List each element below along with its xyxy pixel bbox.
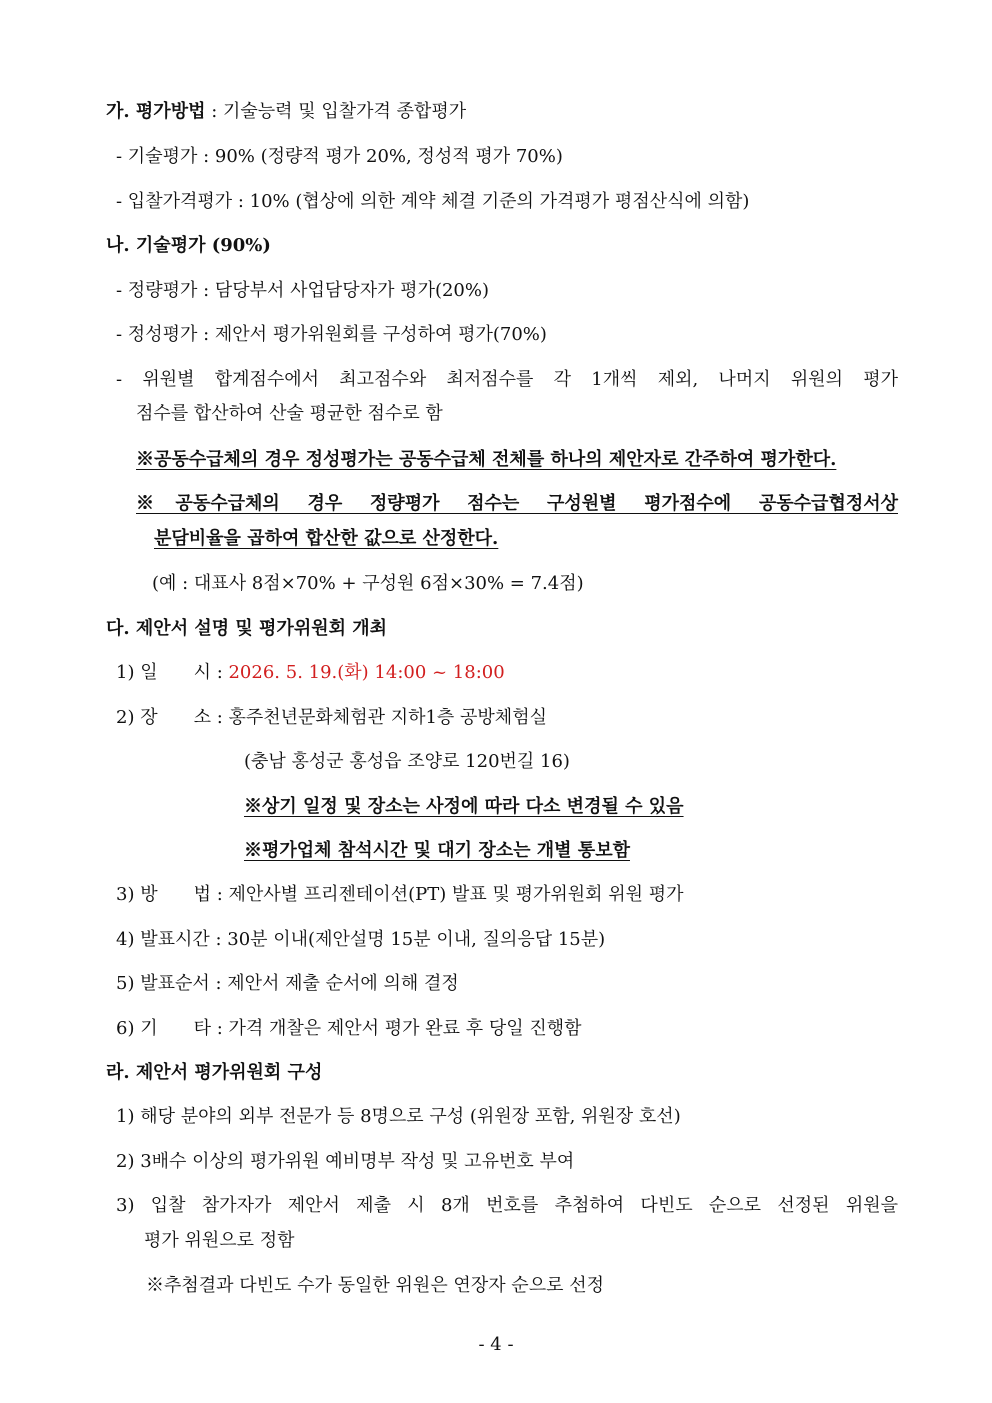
da-etc: 6) 기 타 : 가격 개찰은 제안서 평가 완료 후 당일 진행함 [116, 1018, 582, 1039]
ra-item-1: 1) 해당 분야의 외부 전문가 등 8명으로 구성 (위원장 포함, 위원장 호선) [116, 1106, 681, 1127]
ra-item-2: 2) 3배수 이상의 평가위원 예비명부 작성 및 고유번호 부여 [116, 1151, 575, 1172]
section-da-heading: 다. 제안서 설명 및 평가위원회 개최 [106, 618, 388, 639]
ra-note: ※추첨결과 다빈도 수가 동일한 위원은 연장자 순으로 선정 [146, 1275, 604, 1296]
da-note-notify: ※평가업체 참석시간 및 대기 장소는 개별 통보함 [244, 840, 630, 861]
da-note-change: ※상기 일정 및 장소는 사정에 따라 다소 변경될 수 있음 [244, 796, 684, 817]
section-na-heading: 나. 기술평가 (90%) [106, 235, 271, 256]
na-note-joint-quant: ※공동수급체의 경우 정량평가 점수는 구성원별 평가점수에 공동수급협정서상 [136, 493, 898, 514]
ga-item-tech: - 기술평가 : 90% (정량적 평가 20%, 정성적 평가 70%) [116, 146, 563, 167]
na-note-joint-quant-cont: 분담비율을 곱하여 합산한 값으로 산정한다. [154, 528, 499, 549]
da-place: 2) 장 소 : 홍주천년문화체험관 지하1층 공방체험실 [116, 707, 547, 728]
na-item-qual: - 정성평가 : 제안서 평가위원회를 구성하여 평가(70%) [116, 324, 547, 345]
da-address: (충남 홍성군 홍성읍 조양로 120번길 16) [244, 751, 570, 772]
section-ra-heading: 라. 제안서 평가위원회 구성 [106, 1062, 323, 1083]
page-number: - 4 - [478, 1334, 514, 1355]
na-item-scoring-cont: 점수를 합산하여 산술 평균한 점수로 함 [136, 403, 443, 424]
section-ga-title: 가. 평가방법 [106, 101, 206, 122]
da-time: 4) 발표시간 : 30분 이내(제안설명 15분 이내, 질의응답 15분) [116, 929, 606, 950]
da-method: 3) 방 법 : 제안사별 프리젠테이션(PT) 발표 및 평가위원회 위원 평가 [116, 884, 684, 905]
da-order: 5) 발표순서 : 제안서 제출 순서에 의해 결정 [116, 973, 459, 994]
na-item-quant: - 정량평가 : 담당부서 사업담당자가 평가(20%) [116, 280, 490, 301]
na-note-joint-qual: ※공동수급체의 경우 정성평가는 공동수급체 전체를 하나의 제안자로 간주하여 평가한다. [136, 449, 837, 470]
na-example: (예 : 대표사 8점×70% + 구성원 6점×30% = 7.4점) [152, 573, 584, 594]
da-date-value: 2026. 5. 19.(화) 14:00 ~ 18:00 [228, 662, 505, 683]
da-date-label: 1) 일 시 : [116, 662, 229, 683]
ga-item-price: - 입찰가격평가 : 10% (협상에 의한 계약 체결 기준의 가격평가 평점산식에 의함) [116, 191, 750, 212]
da-date [116, 660, 505, 686]
ra-item-3-cont: 평가 위원으로 정함 [144, 1230, 295, 1251]
ra-item-3: 3) 입찰 참가자가 제안서 제출 시 8개 번호를 추첨하여 다빈도 순으로 선정된 위원을 [116, 1195, 898, 1216]
section-ga-heading [106, 99, 466, 125]
section-ga-desc: : 기술능력 및 입찰가격 종합평가 [205, 101, 467, 122]
na-item-scoring: - 위원별 합계점수에서 최고점수와 최저점수를 각 1개씩 제외, 나머지 위원의 평가 [116, 369, 898, 390]
